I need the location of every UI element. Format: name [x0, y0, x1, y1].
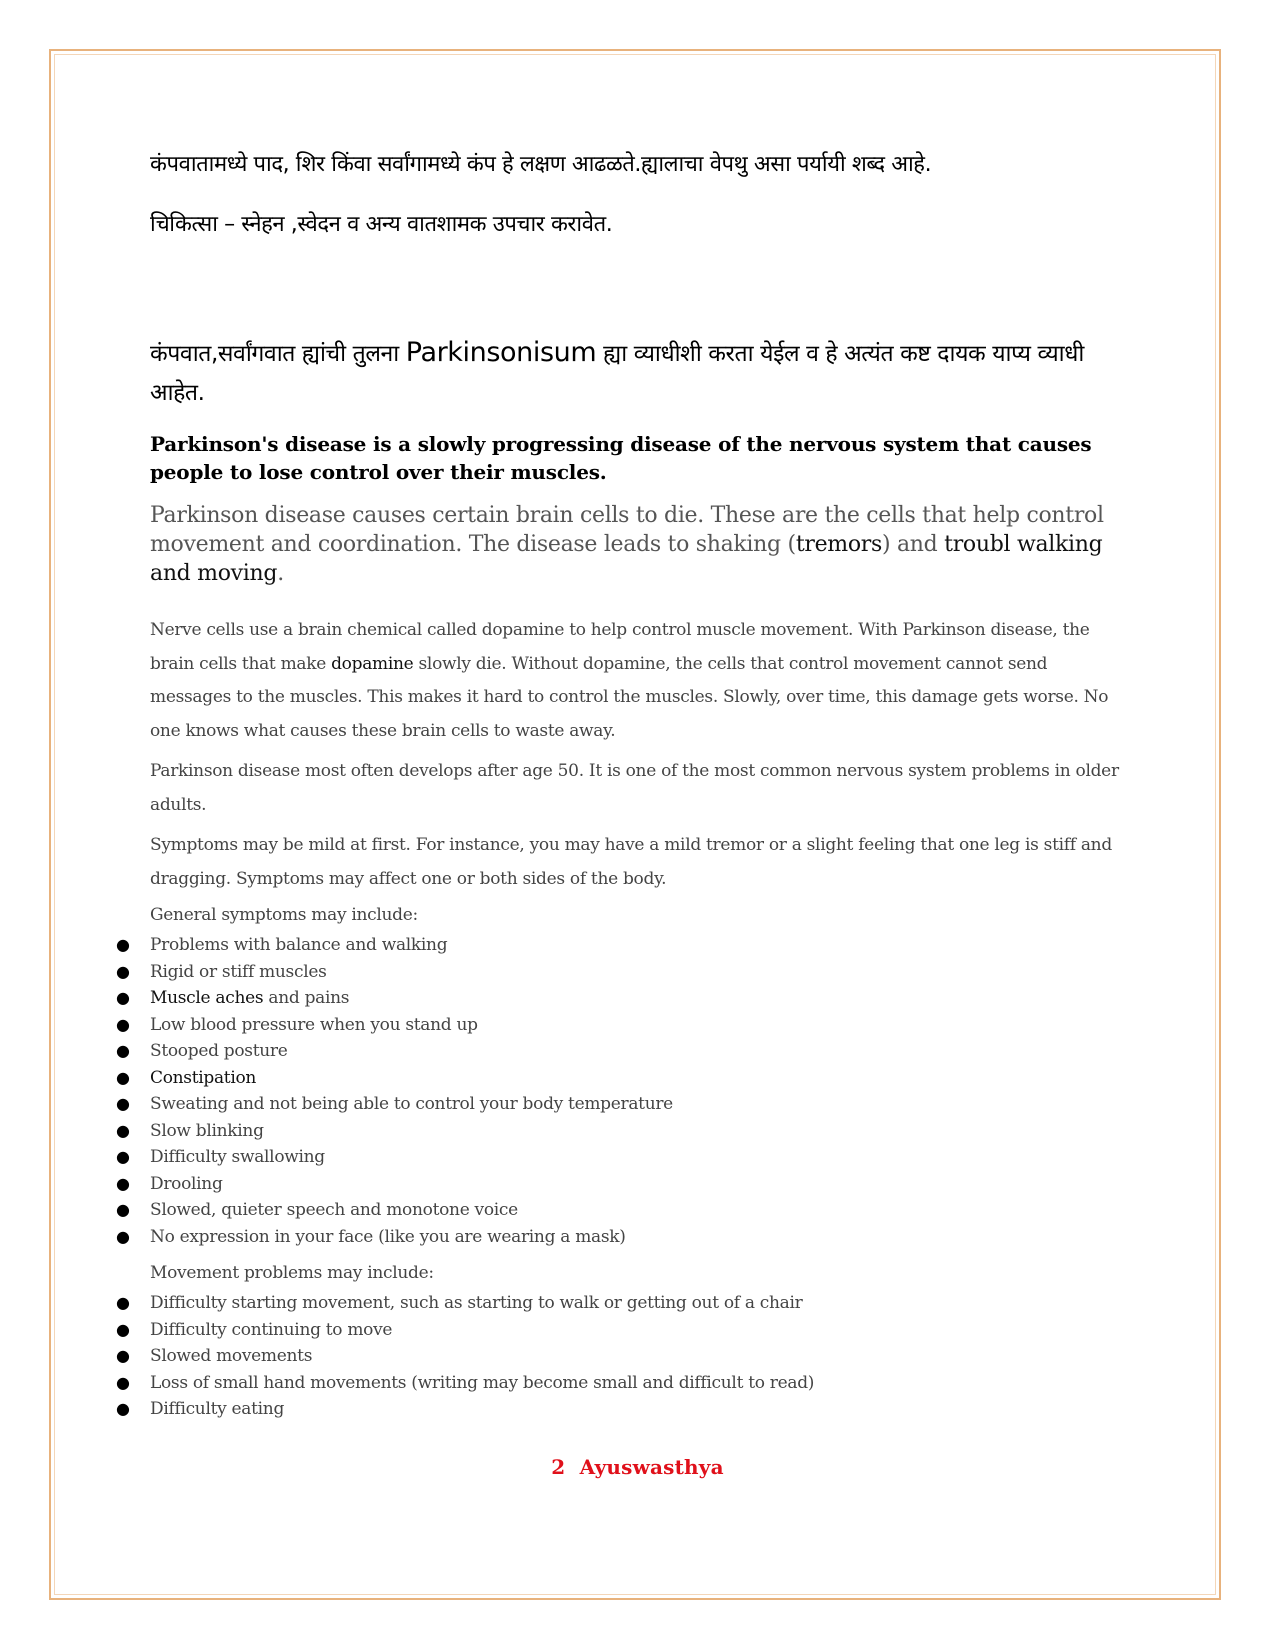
tremors-link[interactable]: tremors [795, 532, 883, 557]
movement-problem-item [116, 1343, 1130, 1370]
bullet-icon: ● [116, 935, 130, 954]
marathi-comparison-part1: कंपवात,सर्वांगवात ह्यांची तुलना [150, 341, 406, 367]
parkinson-definition: Parkinson's disease is a slowly progressing disease of the nervous system that causes people to lose control over their muscles. [150, 432, 1092, 484]
bullet-icon: ● [116, 1067, 130, 1087]
page-content [116, 150, 1130, 1423]
symptom-link[interactable]: Constipation [150, 1067, 257, 1088]
general-symptom-item [116, 932, 1130, 959]
general-symptom-item [116, 1144, 1130, 1171]
general-symptom-item [116, 1197, 1130, 1224]
general-symptom-item [116, 985, 1130, 1012]
age-para: Parkinson disease most often develops after age 50. It is one of the most common nervous system problems in older adults. [150, 761, 1119, 815]
footer-page-number: 2 [551, 1455, 566, 1479]
general-symptoms-list [116, 932, 1130, 1250]
bullet-icon: ● [116, 1147, 130, 1166]
general-symptom-item [116, 1012, 1130, 1039]
general-symptom-item [116, 1038, 1130, 1065]
general-symptoms-intro: General symptoms may include: [150, 905, 418, 925]
movement-problem-item [116, 1396, 1130, 1423]
symptom-text: Slowed, quieter speech and monotone voice [150, 1200, 518, 1220]
symptom-text: No expression in your face (like you are wearing a mask) [150, 1226, 626, 1247]
brain-cells-part2: ) and [882, 532, 945, 557]
movement-problem-text: Difficulty continuing to move [150, 1319, 393, 1340]
bullet-icon: ● [116, 1226, 130, 1246]
brain-cells-part3: . [277, 561, 284, 586]
movement-problem-text: Loss of small hand movements (writing may become small and difficult to read) [150, 1372, 815, 1393]
movement-problem-item [116, 1290, 1130, 1317]
bullet-icon: ● [116, 988, 130, 1007]
page-footer [0, 1455, 1275, 1479]
marathi-comparison-para [150, 333, 1130, 413]
dopamine-para [150, 614, 1130, 748]
marathi-comparison-part2: ह्या व्याधीशी करता येईल व हे अत्यंत कष्ट दायक याप्य व्याधी आहेत. [150, 341, 1084, 406]
dopamine-part2: slowly die. Without dopamine, the cells that control movement cannot send messages to the muscles. This makes it hard to control the muscles. Slowly, over time, this damage gets worse. No one knows what causes these brain cells to waste away. [150, 653, 1109, 741]
dopamine-part1: Nerve cells use a brain chemical called dopamine to help control muscle movement. With Parkinson disease, the brain cells that make [150, 620, 1090, 674]
bullet-icon: ● [116, 1200, 130, 1219]
general-symptom-item [116, 1091, 1130, 1118]
bullet-icon: ● [116, 1346, 130, 1365]
bullet-icon: ● [116, 1041, 130, 1060]
movement-problem-text: Slowed movements [150, 1346, 313, 1366]
symptom-link[interactable]: Muscle aches [150, 988, 264, 1008]
bullet-icon: ● [116, 1120, 130, 1140]
symptom-text: Rigid or stiff muscles [150, 961, 327, 982]
general-symptom-item [116, 1065, 1130, 1092]
bullet-icon: ● [116, 1014, 130, 1034]
bullet-icon: ● [116, 1293, 130, 1312]
brain-cells-part1: Parkinson disease causes certain brain cells to die. These are the cells that help control movement and coordination. The disease leads to shaking ( [150, 503, 1104, 557]
dopamine-link[interactable]: dopamine [331, 653, 414, 674]
symptom-text: Low blood pressure when you stand up [150, 1014, 478, 1035]
general-symptom-item [116, 1224, 1130, 1251]
movement-problem-text: Difficulty eating [150, 1399, 285, 1419]
symptom-text: Drooling [150, 1173, 223, 1194]
movement-problems-intro: Movement problems may include: [150, 1263, 434, 1283]
bullet-icon: ● [116, 1319, 130, 1339]
bullet-icon: ● [116, 961, 130, 981]
bullet-icon: ● [116, 1094, 130, 1113]
marathi-treatment-line: चिकित्सा – स्नेहन ,स्वेदन व अन्य वातशामक उपचार करावेत. [150, 212, 613, 237]
symptom-text: and pains [263, 988, 350, 1008]
footer-title: Ayuswasthya [579, 1455, 724, 1479]
brain-cells-para [150, 501, 1130, 588]
movement-problem-item [116, 1317, 1130, 1344]
marathi-kampavata-line: कंपवातामध्ये पाद, शिर किंवा सर्वांगामध्ये कंप हे लक्षण आढळते.ह्यालाचा वेपथु असा पर्यायी शब्द आहे. [150, 152, 932, 177]
bullet-icon: ● [116, 1173, 130, 1193]
symptoms-para: Symptoms may be mild at first. For instance, you may have a mild tremor or a slight feeling that one leg is stiff and dragging. Symptoms may affect one or both sides of the body. [150, 835, 1112, 889]
symptom-text: Difficulty swallowing [150, 1147, 325, 1167]
movement-problem-text: Difficulty starting movement, such as starting to walk or getting out of a chair [150, 1293, 803, 1313]
parkinsonisum-term: Parkinsonisum [405, 337, 597, 368]
symptom-text: Problems with balance and walking [150, 935, 448, 955]
symptom-text: Sweating and not being able to control your body temperature [150, 1094, 673, 1114]
symptom-text: Slow blinking [150, 1120, 264, 1141]
general-symptom-item [116, 959, 1130, 986]
movement-problems-list [116, 1290, 1130, 1423]
bullet-icon: ● [116, 1372, 130, 1392]
movement-problem-item [116, 1370, 1130, 1397]
troubl-walking-link[interactable]: troubl walking and moving [150, 532, 1103, 586]
symptom-text: Stooped posture [150, 1041, 288, 1061]
general-symptom-item [116, 1171, 1130, 1198]
bullet-icon: ● [116, 1399, 130, 1418]
general-symptom-item [116, 1118, 1130, 1145]
